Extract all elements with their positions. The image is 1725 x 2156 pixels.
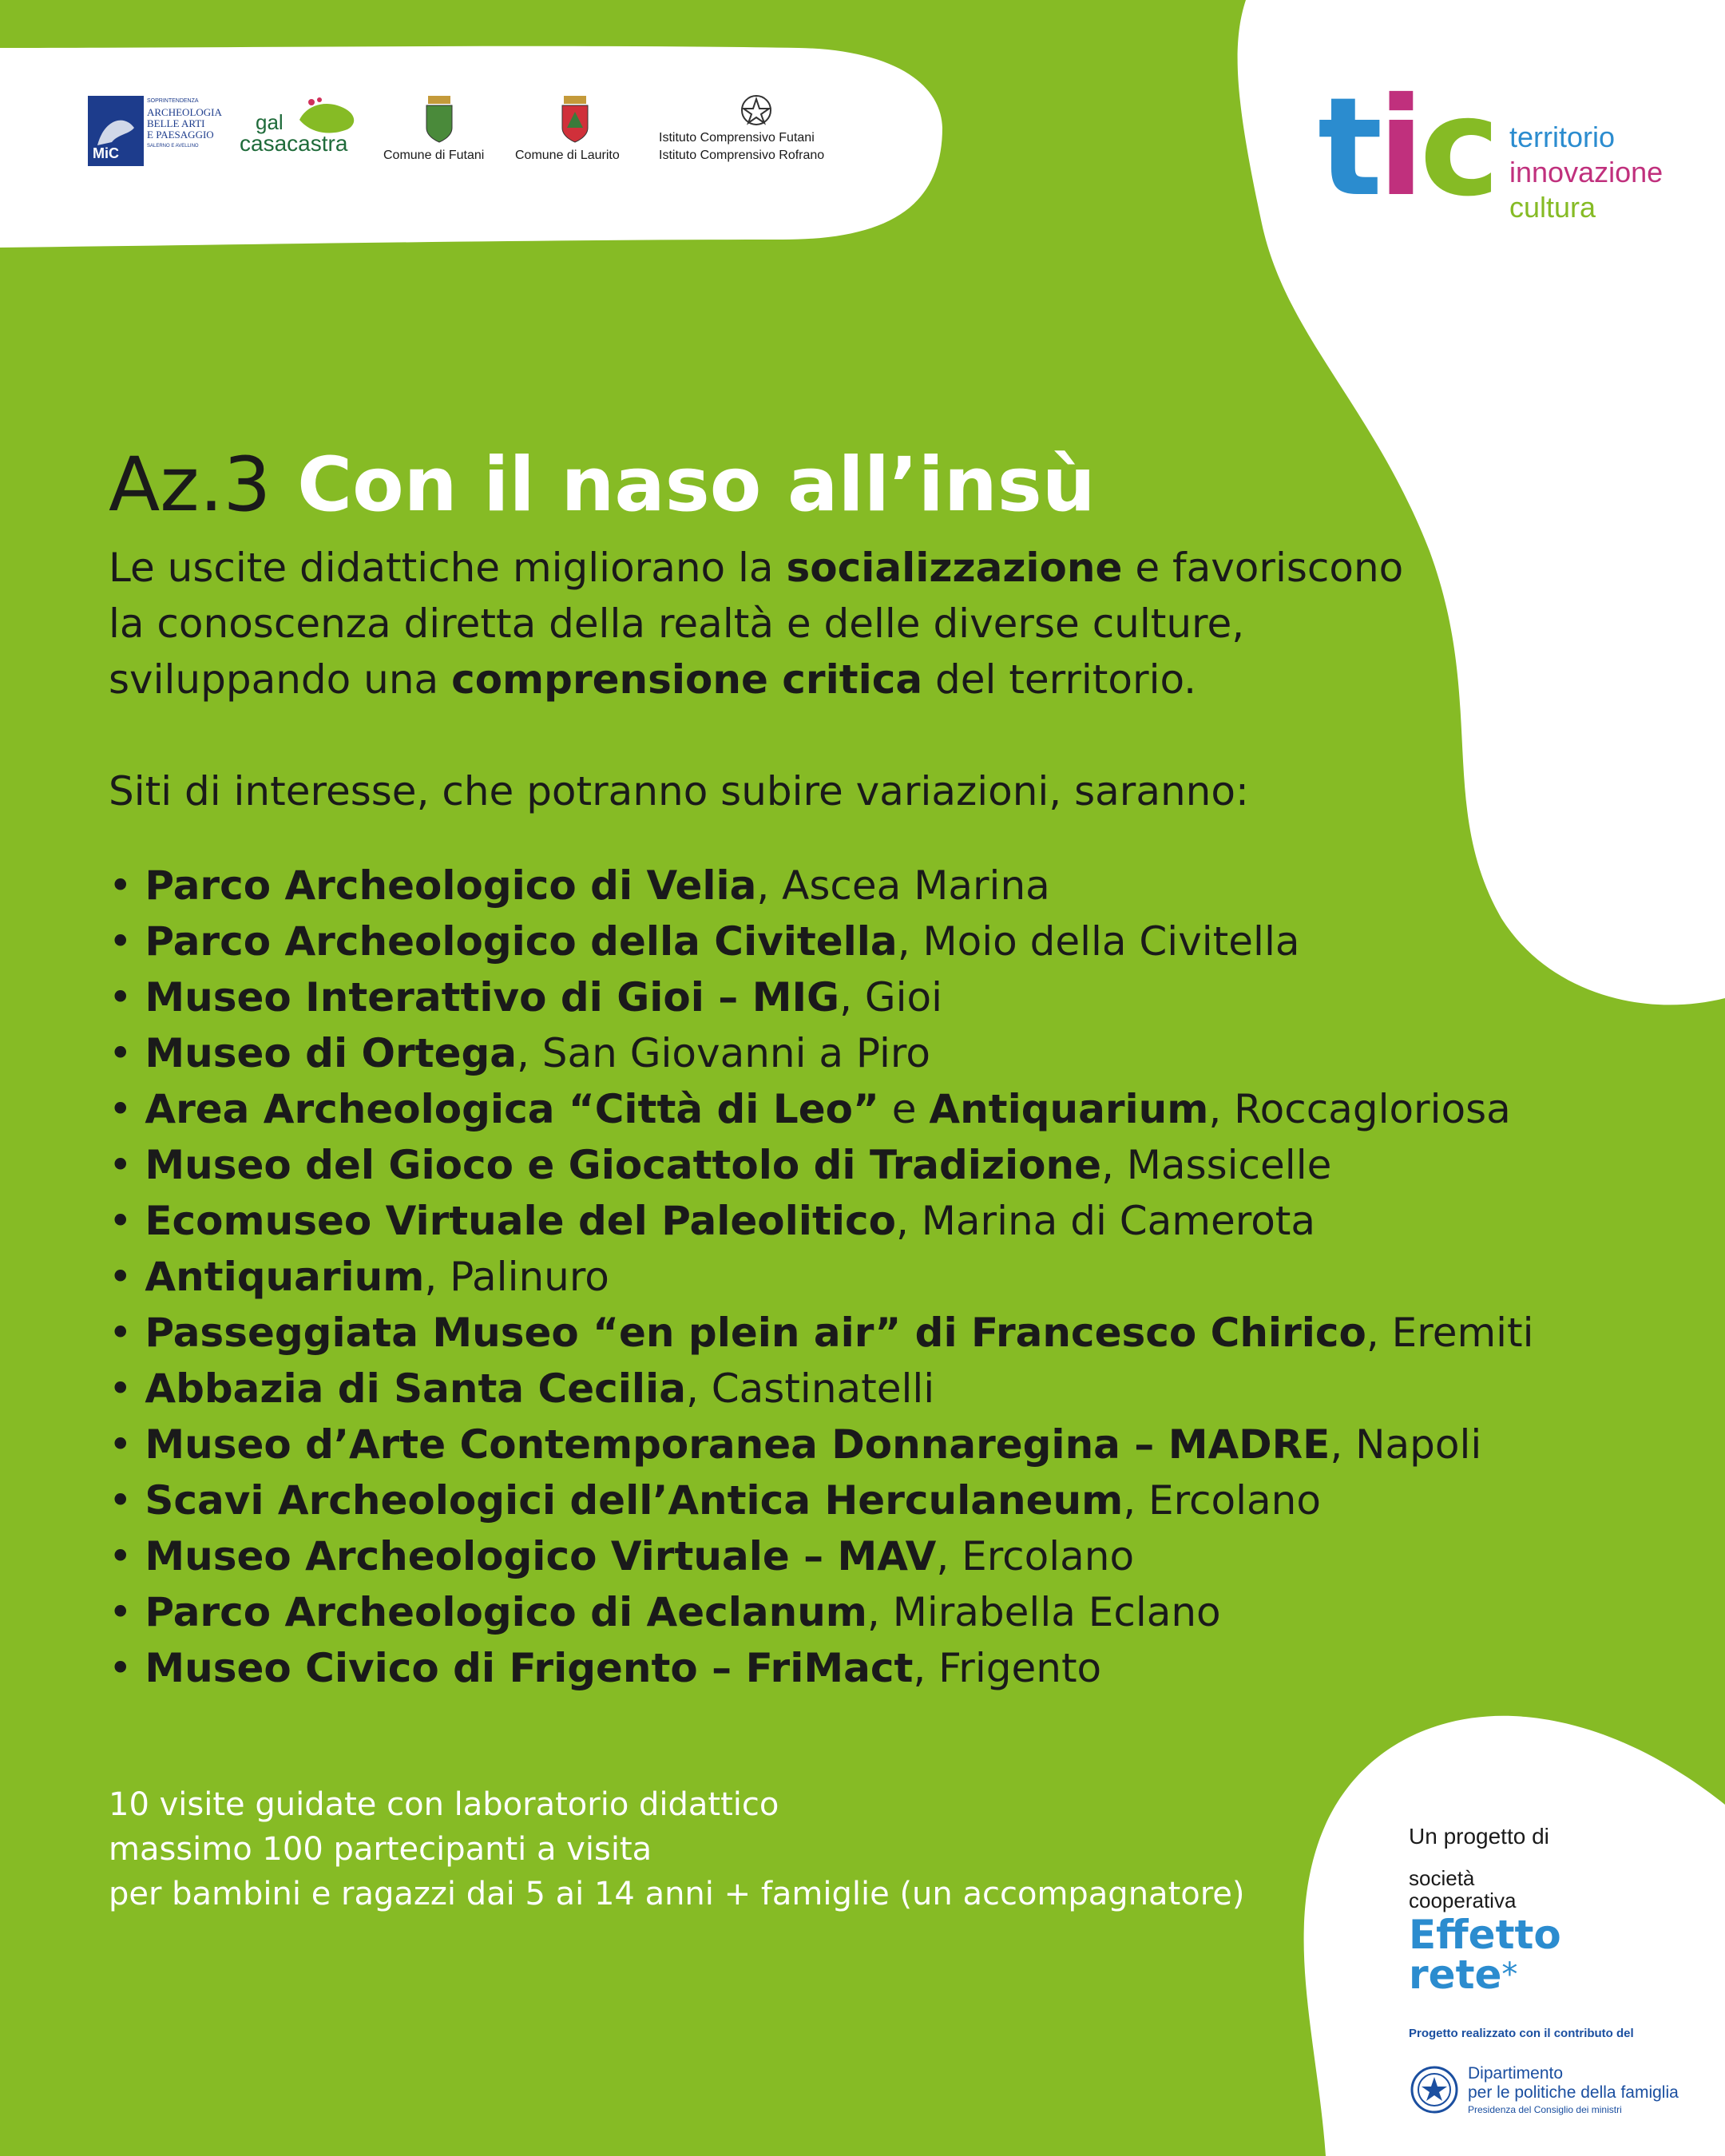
title-heading: Con il naso all’insù	[297, 442, 1096, 529]
site-place: , Napoli	[1330, 1421, 1482, 1468]
site-name: Parco Archeologico di Aeclanum	[145, 1589, 867, 1635]
republic-emblem-icon	[1409, 2061, 1460, 2118]
list-item: • Parco Archeologico di Velia, Ascea Marina	[109, 862, 1050, 909]
site-name: Parco Archeologico della Civitella	[145, 918, 898, 965]
effetto-word: Effetto	[1409, 1912, 1561, 1958]
visits-info	[109, 1782, 1245, 1916]
site-place: , Gioi	[839, 974, 942, 1021]
site-place: , Eremiti	[1366, 1310, 1534, 1356]
istituto-line-2: Istituto Comprensivo Rofrano	[659, 149, 825, 162]
list-item: • Parco Archeologico di Aeclanum, Mirabella Eclano	[109, 1589, 1221, 1635]
mic-badge: MiC	[93, 145, 119, 161]
list-item: • Museo Civico di Frigento – FriMact, Frigento	[109, 1645, 1102, 1691]
project-of-label: Un progetto di	[1409, 1824, 1549, 1849]
list-item: • Abbazia di Santa Cecilia, Castinatelli	[109, 1365, 935, 1412]
intro-text: del territorio.	[922, 656, 1197, 703]
istituto-logo	[659, 88, 859, 168]
futani-crest-icon	[423, 96, 455, 144]
site-place: , Roccagloriosa	[1208, 1086, 1511, 1132]
department-logo	[1409, 2061, 1696, 2125]
list-item: • Museo del Gioco e Giocattolo di Tradizione, Massicelle	[109, 1142, 1332, 1188]
dept-line-1: Dipartimento	[1468, 2064, 1564, 2083]
mic-line-5: SALERNO E AVELLINO	[147, 144, 199, 149]
site-name: Abbazia di Santa Cecilia	[145, 1365, 686, 1412]
site-place: , Moio della Civitella	[897, 918, 1300, 965]
intro-text: e favoriscono	[1122, 545, 1404, 591]
title-prefix: Az.3	[109, 442, 272, 529]
mic-line-1: SOPRINTENDENZA	[147, 98, 199, 104]
mic-logo	[88, 96, 224, 168]
site-name: Area Archeologica “Città di Leo”	[145, 1086, 879, 1132]
site-place: , Ascea Marina	[756, 862, 1050, 909]
site-place: , Ercolano	[1123, 1477, 1321, 1524]
tic-word-cultura: cultura	[1509, 191, 1596, 224]
site-name: Ecomuseo Virtuale del Paleolitico	[145, 1198, 896, 1244]
list-item: • Antiquarium, Palinuro	[109, 1254, 609, 1300]
list-item: • Scavi Archeologici dell’Antica Herculaneum, Ercolano	[109, 1477, 1321, 1524]
credits-block	[1409, 1822, 1696, 2125]
site-name: Museo Archeologico Virtuale – MAV	[145, 1533, 937, 1579]
list-item: • Museo di Ortega, San Giovanni a Piro	[109, 1030, 930, 1076]
visits-line-2: massimo 100 partecipanti a visita	[109, 1831, 652, 1868]
intro-bold: comprensione critica	[451, 656, 923, 703]
effetto-rete-logo	[1409, 1912, 1696, 1998]
site-name: Antiquarium	[145, 1254, 425, 1300]
page-title	[109, 438, 1594, 533]
comune-laurito-logo	[515, 88, 643, 168]
rete-word: rete	[1409, 1952, 1502, 1998]
visits-line-1: 10 visite guidate con laboratorio didattico	[109, 1786, 779, 1823]
laurito-crest-icon	[559, 96, 591, 144]
site-place: , Frigento	[913, 1645, 1102, 1691]
intro-line-1	[109, 540, 1594, 596]
tic-letter-i: i	[1378, 69, 1420, 227]
futani-label: Comune di Futani	[383, 149, 485, 162]
main-content	[109, 438, 1594, 1696]
list-item: • Museo d’Arte Contemporanea Donnaregina – MADRE, Napoli	[109, 1421, 1482, 1468]
site-name: Museo di Ortega	[145, 1030, 518, 1076]
site-place: , Mirabella Eclano	[866, 1589, 1221, 1635]
list-item: • Parco Archeologico della Civitella, Moio della Civitella	[109, 918, 1300, 965]
mic-line-2: ARCHEOLOGIA	[147, 106, 222, 118]
visits-line-3: per bambini e ragazzi dai 5 ai 14 anni + famiglie (un accompagnatore)	[109, 1876, 1245, 1912]
laurito-label: Comune di Laurito	[515, 149, 620, 162]
tic-letter-t: t	[1318, 69, 1378, 227]
site-name: Museo d’Arte Contemporanea Donnaregina – MADRE	[145, 1421, 1330, 1468]
tic-logo	[1318, 69, 1693, 240]
site-name: Parco Archeologico di Velia	[145, 862, 757, 909]
site-place: , Palinuro	[424, 1254, 609, 1300]
site-name: Scavi Archeologici dell’Antica Herculaneum	[145, 1477, 1124, 1524]
site-name: Passeggiata Museo “en plein air” di Francesco Chirico	[145, 1310, 1366, 1356]
italian-emblem-icon	[739, 93, 774, 128]
presidency-line: Presidenza del Consiglio dei ministri	[1468, 2104, 1622, 2115]
tic-word-territorio: territorio	[1509, 121, 1616, 153]
intro-line-3	[109, 652, 1594, 707]
site-place: , Marina di Camerota	[895, 1198, 1316, 1244]
coop-line-2: cooperativa	[1409, 1888, 1517, 1912]
tic-words	[1509, 120, 1663, 225]
star-icon: *	[1501, 1956, 1518, 1993]
list-item: • Museo Interattivo di Gioi – MIG, Gioi	[109, 974, 942, 1021]
site-place: , Castinatelli	[685, 1365, 935, 1412]
mic-line-4: E PAESAGGIO	[147, 129, 214, 141]
site-place: , San Giovanni a Piro	[517, 1030, 930, 1076]
list-item: • Area Archeologica “Città di Leo” e Antiquarium, Roccagloriosa	[109, 1086, 1511, 1132]
site-connector: e	[878, 1086, 930, 1132]
istituto-line-1: Istituto Comprensivo Futani	[659, 131, 815, 145]
sites-list	[109, 858, 1594, 1696]
site-name: Museo Interattivo di Gioi – MIG	[145, 974, 840, 1021]
site-name-2: Antiquarium	[929, 1086, 1209, 1132]
sites-intro: Siti di interesse, che potranno subire variazioni, saranno:	[109, 768, 1249, 814]
gal-line-2: casacastra	[240, 131, 348, 156]
list-item: • Museo Archeologico Virtuale – MAV, Ercolano	[109, 1533, 1135, 1579]
site-name: Museo Civico di Frigento – FriMact	[145, 1645, 914, 1691]
funded-label: Progetto realizzato con il contributo del	[1409, 2027, 1634, 2040]
tic-word-innovazione: innovazione	[1509, 156, 1664, 188]
site-name: Museo del Gioco e Giocattolo di Tradizione	[145, 1142, 1101, 1188]
tic-letter-c: c	[1419, 69, 1496, 227]
site-place: , Massicelle	[1101, 1142, 1332, 1188]
list-item: • Ecomuseo Virtuale del Paleolitico, Marina di Camerota	[109, 1198, 1316, 1244]
intro-text: Le uscite didattiche migliorano la	[109, 545, 787, 591]
intro-bold: socializzazione	[786, 545, 1123, 591]
list-item: • Passeggiata Museo “en plein air” di Francesco Chirico, Eremiti	[109, 1310, 1534, 1356]
mic-line-3: BELLE ARTI	[147, 117, 205, 129]
intro-line-2: la conoscenza diretta della realtà e delle diverse culture,	[109, 600, 1245, 647]
gal-line-1: gal	[256, 110, 284, 134]
gal-casacastra-logo	[240, 88, 367, 168]
intro-text: sviluppando una	[109, 656, 452, 703]
site-place: , Ercolano	[936, 1533, 1135, 1579]
comune-futani-logo	[383, 88, 503, 168]
intro-paragraph	[109, 540, 1594, 707]
coop-line-1: società	[1409, 1866, 1475, 1890]
tic-letters	[1318, 69, 1496, 227]
dept-line-2: per le politiche della famiglia	[1468, 2083, 1679, 2102]
gal-map-icon	[295, 96, 359, 136]
